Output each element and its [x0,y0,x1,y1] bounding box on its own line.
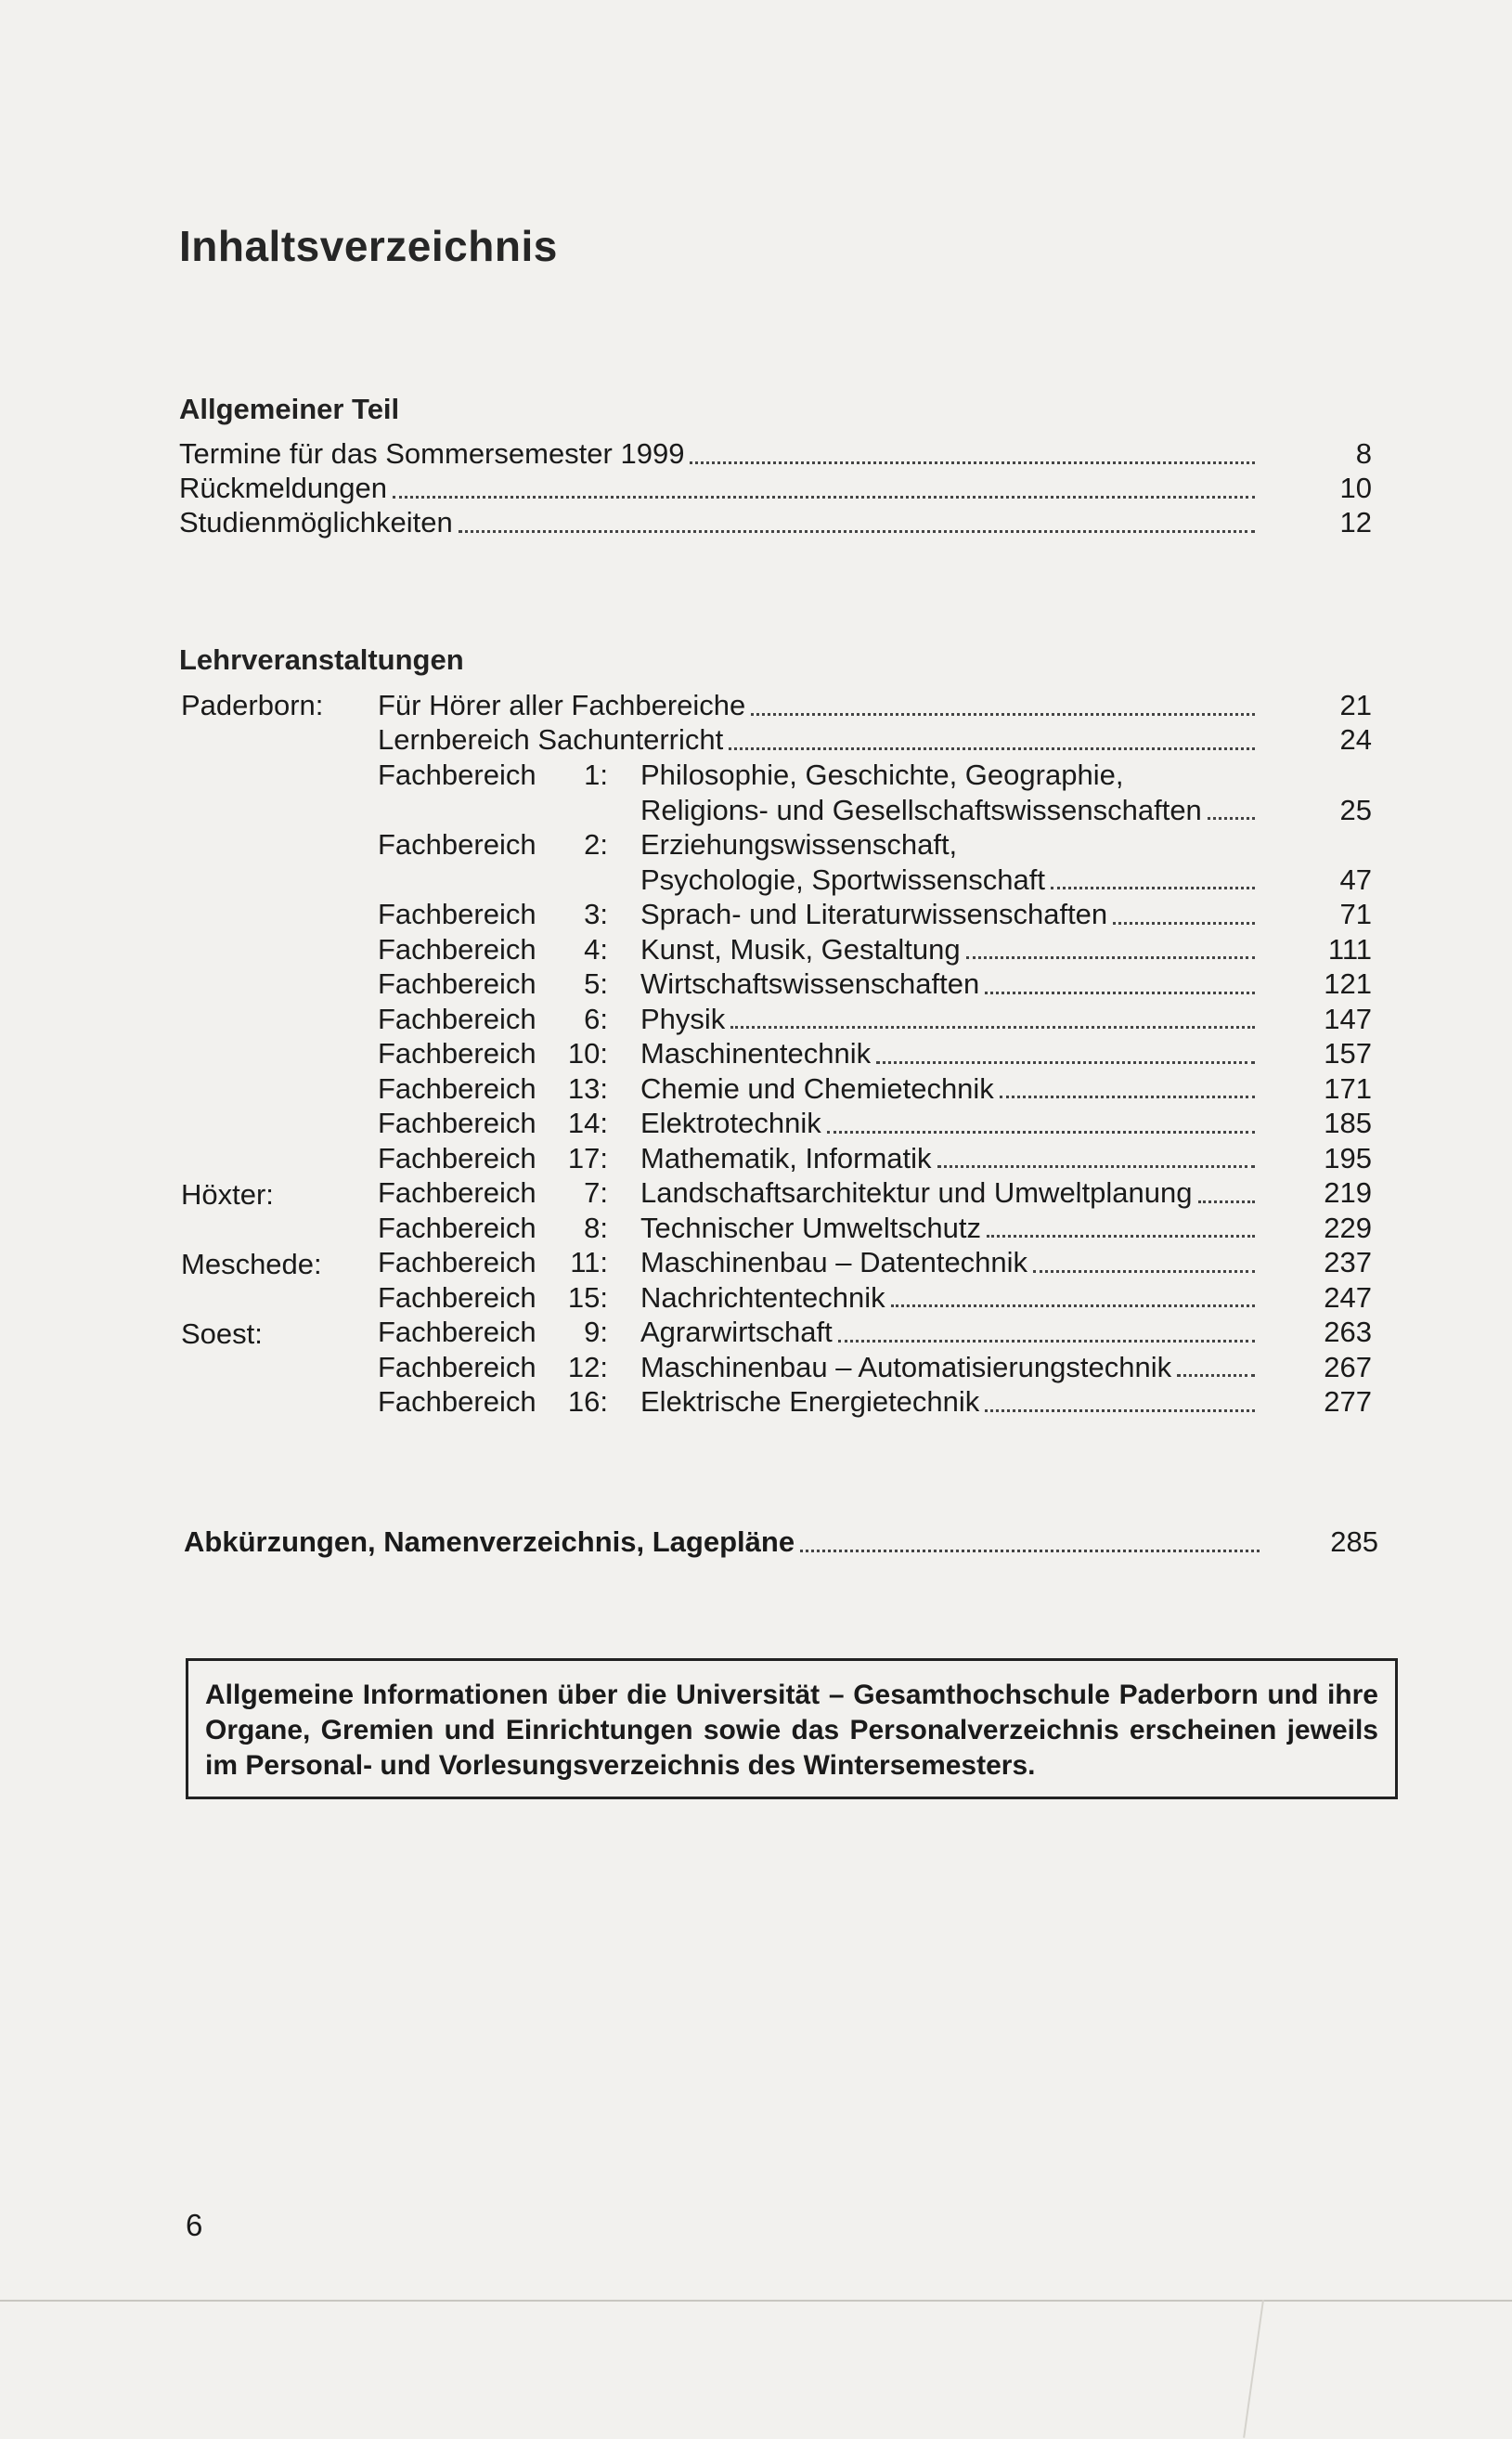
toc-entry-label: Für Hörer aller Fachbereiche [378,689,746,721]
info-notice-box: Allgemeine Informationen über die Universität – Gesamthochschule Paderborn und ihre Organe, Gremien und Einrichtungen sowie das Personalverzeichnis erscheinen jeweils im Personal- und Vorlesungsverzeichnis des Wintersemesters. [186,1658,1398,1799]
fachbereich-number: 11: [570,1246,608,1278]
toc-entry [378,722,1260,758]
toc-entry-page: 195 [1324,1141,1372,1174]
toc-entry-label: Maschinentechnik [640,1037,872,1070]
toc-entry [640,932,1260,967]
toc-entry-page: 10 [1339,472,1372,504]
paper-edge-divider [0,2300,1512,2302]
fachbereich-label: Fachbereich [378,1316,536,1348]
toc-entry-label: Wirtschaftswissenschaften [640,967,980,1000]
fachbereich-label: Fachbereich [378,1350,536,1383]
fachbereich-number: 13: [567,1071,608,1105]
fachbereich-label: Fachbereich [378,1141,536,1174]
toc-entry-page: 8 [1355,437,1372,470]
toc-entry-page: 147 [1324,1002,1372,1035]
toc-entry-label: Physik [640,1002,726,1035]
fachbereich-number: 16: [567,1385,608,1418]
toc-entry [640,863,1260,898]
fachbereich-title-line1: Erziehungswissenschaft, [640,828,958,861]
toc-entry-abkuerzungen [184,1524,1265,1560]
fachbereich-number: 12: [567,1350,608,1383]
fachbereich-number: 17: [567,1141,608,1174]
toc-entry-label: Maschinenbau – Datentechnik [640,1246,1028,1278]
toc-entry [640,1002,1260,1037]
toc-entry-label: Lernbereich Sachunterricht [378,723,724,756]
toc-entry-page: 25 [1339,793,1372,826]
toc-entry [640,1384,1260,1420]
fachbereich-label: Fachbereich [378,1280,536,1314]
toc-entry-page: 237 [1324,1246,1372,1278]
fachbereich-label: Fachbereich [378,759,536,791]
fachbereich-number: 8: [584,1211,608,1244]
fachbereich-label: Fachbereich [378,932,536,966]
fachbereich-label: Fachbereich [378,1002,536,1035]
toc-entry-label: Rückmeldungen [179,472,388,504]
toc-entry-label: Landschaftsarchitektur und Umweltplanung [640,1176,1193,1209]
toc-entry-label: Elektrische Energietechnik [640,1385,980,1418]
toc-entry-label: Agrarwirtschaft [640,1316,833,1348]
fachbereich-number: 5: [584,967,608,1000]
fachbereich-number: 10: [567,1037,608,1070]
fachbereich-label: Fachbereich [378,1385,536,1418]
fachbereich-label: Fachbereich [378,1246,536,1278]
fachbereich-number: 7: [584,1176,608,1209]
fachbereich-label: Fachbereich [378,898,536,930]
fachbereich-number: 2: [584,828,608,861]
fachbereich-number: 3: [584,898,608,930]
toc-entry [640,1280,1260,1316]
toc-entry-page: 267 [1324,1350,1372,1383]
toc-entry-label: Technischer Umweltschutz [640,1211,981,1244]
section-heading-lehrveranstaltungen: Lehrveranstaltungen [179,643,464,676]
location-paderborn: Paderborn: [181,689,324,721]
toc-entry-label: Elektrotechnik [640,1107,821,1139]
toc-entry [640,1175,1260,1211]
section-heading-allgemeiner-teil: Allgemeiner Teil [179,393,400,425]
toc-entry [640,1211,1260,1246]
fachbereich-number: 1: [584,759,608,791]
toc-entry [640,793,1260,828]
toc-entry-page: 47 [1339,863,1372,896]
toc-entry-page: 121 [1324,967,1372,1000]
toc-entry [640,1036,1260,1071]
toc-entry-page: 185 [1324,1107,1372,1139]
toc-entry [640,1141,1260,1176]
toc-entry-label: Sprach- und Literaturwissenschaften [640,898,1108,930]
fachbereich-label: Fachbereich [378,1071,536,1105]
page-title: Inhaltsverzeichnis [179,222,558,270]
fachbereich-number: 6: [584,1002,608,1035]
fachbereich-number: 15: [567,1280,608,1314]
toc-entry-page: 263 [1324,1316,1372,1348]
toc-entry-label: Studienmöglichkeiten [179,506,453,538]
toc-entry-label: Nachrichtentechnik [640,1280,885,1314]
toc-entry-page: 157 [1324,1037,1372,1070]
toc-entry-page: 285 [1330,1525,1378,1558]
toc-entry-label: Kunst, Musik, Gestaltung [640,932,961,966]
fachbereich-number: 9: [584,1316,608,1348]
toc-entry-page: 12 [1339,506,1372,538]
toc-entry-page: 229 [1324,1211,1372,1244]
toc-entry-label: Chemie und Chemietechnik [640,1071,994,1105]
toc-entry-page: 21 [1339,689,1372,721]
fachbereich-number: 14: [567,1107,608,1139]
toc-entry-page: 277 [1324,1385,1372,1418]
paper-fold-line [1243,2300,1264,2438]
page-number: 6 [186,2208,203,2242]
toc-entry [640,1245,1260,1280]
toc-entry-page: 111 [1327,932,1372,966]
toc-entry [179,505,1260,540]
fachbereich-label: Fachbereich [378,1037,536,1070]
fachbereich-label: Fachbereich [378,967,536,1000]
toc-entry-page: 171 [1324,1071,1372,1105]
fachbereich-label: Fachbereich [378,1176,536,1209]
toc-entry-label: Termine für das Sommersemester 1999 [179,437,685,470]
location-soest: Soest: [181,1317,263,1350]
toc-entry [640,1315,1260,1350]
toc-entry-page: 219 [1324,1176,1372,1209]
fachbereich-label: Fachbereich [378,828,536,861]
toc-entry-page: 247 [1324,1280,1372,1314]
fachbereich-title-line1: Philosophie, Geschichte, Geographie, [640,759,1124,791]
toc-entry-label: Maschinenbau – Automatisierungstechnik [640,1350,1172,1383]
toc-entry [179,471,1260,506]
toc-entry [378,688,1260,723]
toc-entry [640,1350,1260,1385]
toc-entry-label: Mathematik, Informatik [640,1141,932,1174]
toc-entry-label: Religions- und Gesellschaftswissenschaften [640,793,1202,826]
toc-entry [640,1071,1260,1107]
location-hoexter: Höxter: [181,1178,274,1211]
fachbereich-label: Fachbereich [378,1211,536,1244]
fachbereich-number: 4: [584,932,608,966]
toc-entry [640,897,1260,932]
toc-entry-page: 71 [1339,898,1372,930]
location-meschede: Meschede: [181,1248,322,1280]
toc-entry [640,1106,1260,1141]
toc-entry-label: Psychologie, Sportwissenschaft [640,863,1045,896]
toc-entry-page: 24 [1339,723,1372,756]
fachbereich-label: Fachbereich [378,1107,536,1139]
toc-entry [640,967,1260,1002]
toc-entry-label: Abkürzungen, Namenverzeichnis, Lagepläne [184,1525,795,1558]
toc-entry [179,436,1260,472]
